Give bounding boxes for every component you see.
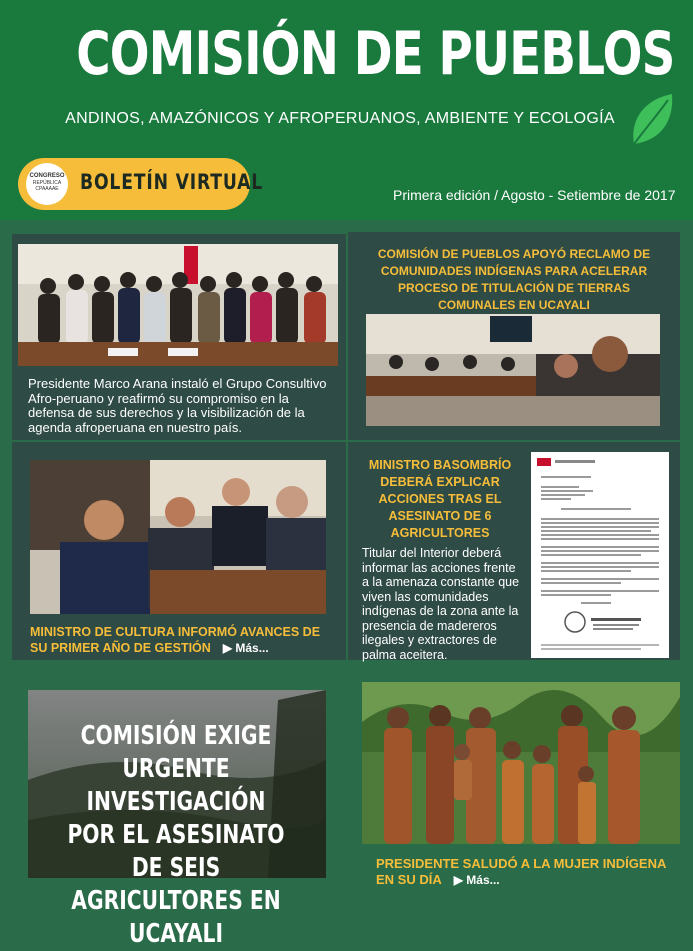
titulacion-meeting-photo[interactable] (366, 314, 660, 426)
cultura-headline-text: MINISTRO DE CULTURA INFORMÓ AVANCES DE SU PRIMER AÑO DE GESTIÓN (30, 625, 321, 655)
afro-group-photo[interactable] (18, 244, 338, 366)
basombrio-body: Titular del Interior deberá informar las acciones frente a la amenaza constante que viven las comunidades indígenas de la zona ante la presencia de madereros ilegales y extractores de palma aceitera. (362, 546, 520, 662)
afro-caption: Presidente Marco Arana instaló el Grupo Consultivo Afro-peruano y reafirmó su compromiso en la defensa de sus derechos y la visibilización de la agenda afroperuana en nuestro país. (28, 376, 327, 435)
leaf-icon (628, 92, 676, 148)
logo-line-3: CPAAAAE (35, 186, 59, 192)
logo-line-2: REPÚBLICA (32, 180, 62, 186)
mujer-more-link[interactable]: ▶ Más... (453, 873, 500, 887)
cultura-headline[interactable] (30, 624, 330, 656)
page-title: COMISIÓN DE PUEBLOS (76, 19, 675, 89)
edition-text: Primera edición / Agosto - Setiembre de 2017 (393, 187, 676, 203)
mujer-headline-text: PRESIDENTE SALUDÓ A LA MUJER INDÍGENA EN SU DÍA (376, 856, 666, 887)
logo-line-1: CONGRESO (29, 173, 65, 179)
investigacion-headline[interactable]: COMISIÓN EXIGE URGENTE INVESTIGACIÓN POR EL ASESINATO DE SEIS AGRICULTORES EN UCAYALI (67, 721, 285, 949)
page-subtitle: ANDINOS, AMAZÓNICOS Y AFROPERUANOS, AMBIENTE Y ECOLOGÍA (65, 110, 615, 127)
mujer-headline[interactable] (376, 856, 666, 888)
cultura-more-link[interactable]: ▶ Más... (222, 641, 269, 655)
titulacion-headline[interactable]: COMISIÓN DE PUEBLOS APOYÓ RECLAMO DE COMUNIDADES INDÍGENAS PARA ACELERAR PROCESO DE TITULACIÓN DE TIERRAS COMUNALES EN UCAYALI (377, 247, 651, 312)
mujer-indigena-photo[interactable] (362, 682, 680, 844)
congreso-logo (26, 163, 68, 205)
cultura-minister-photo[interactable] (30, 460, 326, 614)
basombrio-headline[interactable]: MINISTRO BASOMBRÍO DEBERÁ EXPLICAR ACCIONES TRAS EL ASESINATO DE 6 AGRICULTORES (368, 458, 512, 540)
boletin-label: BOLETÍN VIRTUAL (80, 170, 264, 194)
header-banner (0, 0, 693, 220)
boletin-badge (18, 158, 264, 210)
basombrio-letter-document[interactable] (531, 452, 669, 658)
